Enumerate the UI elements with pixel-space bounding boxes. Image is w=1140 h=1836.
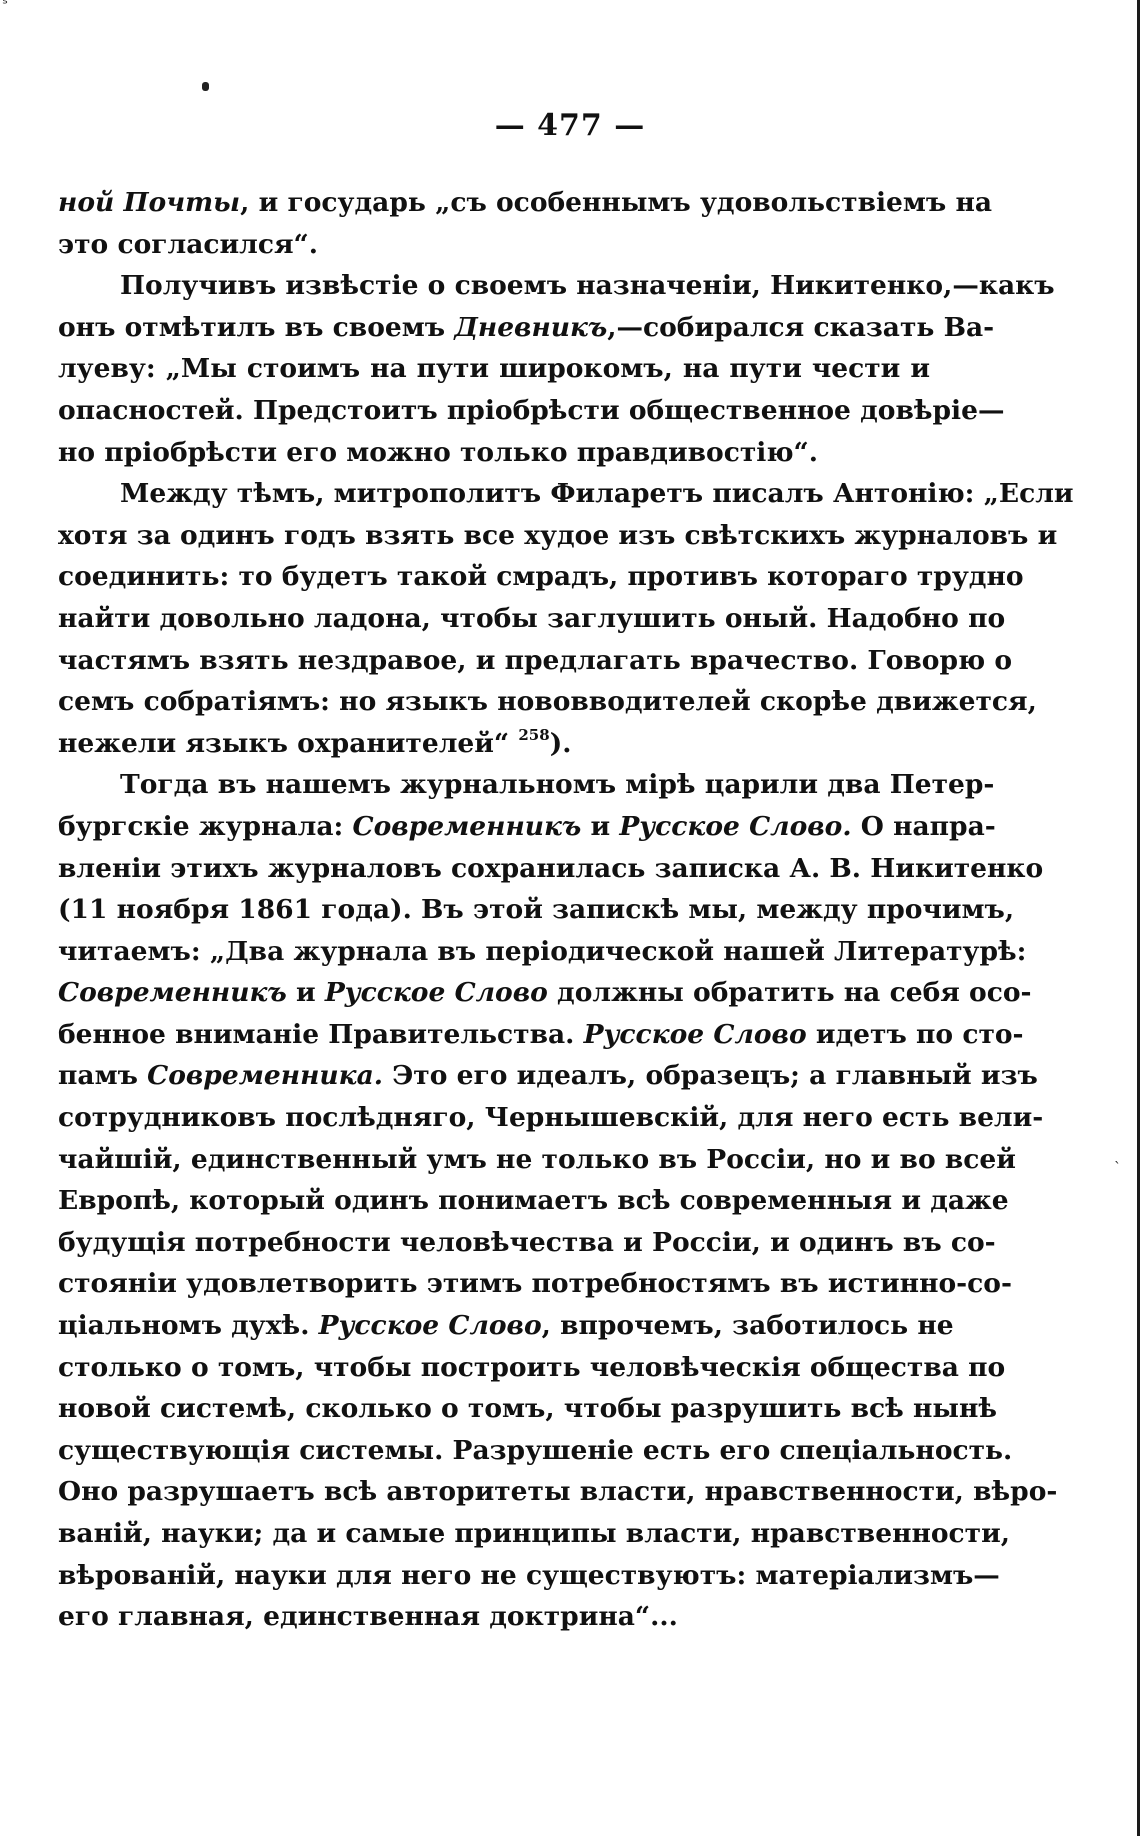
italic-text: ной Почты — [58, 187, 241, 218]
italic-text: Современникъ — [352, 810, 582, 842]
text-run: сотрудниковъ послѣдняго, Чернышевскій, для него есть вели- — [58, 1102, 1044, 1134]
text-line — [58, 1097, 1044, 1139]
text-run: Между тѣмъ, митрополитъ Филаретъ писалъ Антонію: „Если — [120, 478, 1074, 510]
text-run: ціальномъ духѣ. — [58, 1310, 319, 1342]
text-line — [58, 1555, 1000, 1597]
page-number: — 477 — — [494, 108, 646, 143]
page-body-text — [58, 182, 1074, 1638]
text-run: новой системѣ, сколько о томъ, чтобы разрушить всѣ нынѣ — [58, 1393, 998, 1425]
text-line — [58, 1180, 1009, 1222]
text-line — [58, 764, 995, 806]
text-run: ваній, науки; да и самые принципы власти, нравственности, — [58, 1518, 1010, 1549]
text-line — [58, 390, 1005, 432]
text-line — [58, 1347, 1006, 1389]
text-run: вленіи этихъ журналовъ сохранилась записка А. В. Никитенко — [58, 852, 1044, 884]
text-line — [58, 931, 1027, 973]
text-run: и — [286, 977, 325, 1009]
text-run: Это его идеалъ, образецъ; а главный изъ — [383, 1060, 1038, 1092]
scan-artifact-right-margin: ˎ — [1114, 1148, 1121, 1164]
text-run: бенное вниманіе Правительства. — [58, 1018, 584, 1050]
text-line — [58, 1222, 996, 1264]
text-line — [58, 556, 1024, 598]
italic-text: Современникъ — [58, 977, 287, 1009]
text-line — [58, 1471, 1058, 1513]
text-line — [58, 848, 1044, 890]
text-line — [58, 348, 930, 390]
text-run: ). — [549, 727, 572, 759]
text-run: , впрочемъ, заботилось не — [541, 1310, 954, 1342]
text-line — [58, 182, 993, 224]
italic-text: Русское Слово — [583, 1018, 807, 1050]
text-run: частямъ взять нездравое, и предлагать врачество. Говорю о — [58, 644, 1013, 676]
text-run: стояніи удовлетворить этимъ потребностямъ въ истинно-со- — [58, 1268, 1012, 1300]
text-run: найти довольно ладона, чтобы заглушить оный. Надобно по — [58, 602, 1006, 634]
text-run: семъ собратіямъ: но языкъ нововводителей скорѣе движется, — [58, 686, 1037, 718]
text-run: чайшій, единственный умъ не только въ Россіи, но и во всей — [58, 1143, 1016, 1175]
text-line — [58, 1055, 1038, 1097]
scan-artifact-top-left: ˢ — [2, 0, 8, 13]
italic-text: Русское Слово — [318, 1310, 542, 1342]
scan-artifact-dot — [202, 82, 209, 91]
text-line — [58, 1388, 998, 1430]
italic-text: Русское Слово — [324, 977, 548, 1009]
italic-text: Русское Слово. — [619, 810, 852, 842]
text-run: Оно разрушаетъ всѣ авторитеты власти, нравственности, вѣро- — [58, 1476, 1058, 1508]
text-run: , и государь „съ особеннымъ удовольствіемъ на — [240, 187, 993, 218]
text-run: (11 ноября 1861 года). Въ этой запискѣ мы, между прочимъ, — [58, 894, 1015, 926]
text-line — [58, 432, 930, 474]
italic-text: Дневникъ — [454, 311, 608, 343]
text-line — [58, 972, 1032, 1014]
text-line — [58, 598, 1006, 640]
text-line — [58, 806, 996, 848]
text-run: существующія системы. Разрушеніе есть его спеціальность. — [58, 1434, 1013, 1466]
text-line — [58, 473, 1074, 515]
text-line — [58, 515, 1058, 557]
text-run: опасностей. Предстоитъ пріобрѣсти общественное довѣріе— — [58, 394, 1005, 426]
text-run: Получивъ извѣстіе о своемъ назначеніи, Никитенко,—какъ — [120, 270, 1055, 302]
text-run: читаемъ: „Два журнала въ періодической нашей Литературѣ: — [58, 935, 1027, 967]
text-line — [58, 1305, 954, 1347]
text-run: Европѣ, который одинъ понимаетъ всѣ современныя и даже — [58, 1185, 1009, 1217]
text-run: онъ отмѣтилъ въ своемъ — [58, 311, 455, 343]
text-line — [58, 1596, 930, 1638]
text-line — [58, 265, 1055, 307]
text-line — [58, 307, 995, 349]
text-run: должны обратить на себя осо- — [547, 977, 1032, 1009]
text-run: памъ — [58, 1060, 148, 1092]
text-run: Тогда въ нашемъ журнальномъ мірѣ царили два Петер- — [120, 769, 995, 801]
text-line — [58, 1014, 1024, 1056]
text-run: будущія потребности человѣчества и Россіи, и одинъ въ со- — [58, 1226, 996, 1258]
text-line — [58, 1139, 1016, 1181]
text-run: вѣрованій, науки для него не существуютъ: матеріализмъ— — [58, 1559, 1000, 1591]
text-line — [58, 1513, 1010, 1555]
text-run: это согласился“. — [58, 228, 319, 260]
text-run: и — [581, 810, 620, 842]
text-run: столько о томъ, чтобы построить человѣческія общества по — [58, 1351, 1006, 1383]
text-run: его главная, единственная доктрина“... — [58, 1601, 678, 1633]
text-run: но пріобрѣсти его можно только правдивостію“. — [58, 436, 818, 468]
text-line — [58, 889, 1015, 931]
text-run: луеву: „Мы стоимъ на пути широкомъ, на пути чести и — [58, 353, 930, 385]
text-line — [58, 681, 1037, 723]
text-run: бургскіе журнала: — [58, 810, 353, 842]
text-run: соединить: то будетъ такой смрадъ, противъ котораго трудно — [58, 561, 1024, 593]
text-line — [58, 1430, 1013, 1472]
text-run: хотя за одинъ годъ взять все худое изъ свѣтскихъ журналовъ и — [58, 519, 1058, 551]
italic-text: Современника. — [147, 1060, 383, 1092]
text-line — [58, 640, 1013, 682]
footnote-ref: 258 — [518, 725, 550, 744]
text-run: идетъ по сто- — [806, 1018, 1024, 1050]
text-line — [58, 1263, 1012, 1305]
text-run: О напра- — [851, 810, 996, 842]
text-run: нежели языкъ охранителей“ — [58, 727, 519, 759]
text-run: ,—собирался сказать Ва- — [607, 311, 995, 343]
text-line — [58, 723, 930, 765]
text-line — [58, 224, 930, 266]
